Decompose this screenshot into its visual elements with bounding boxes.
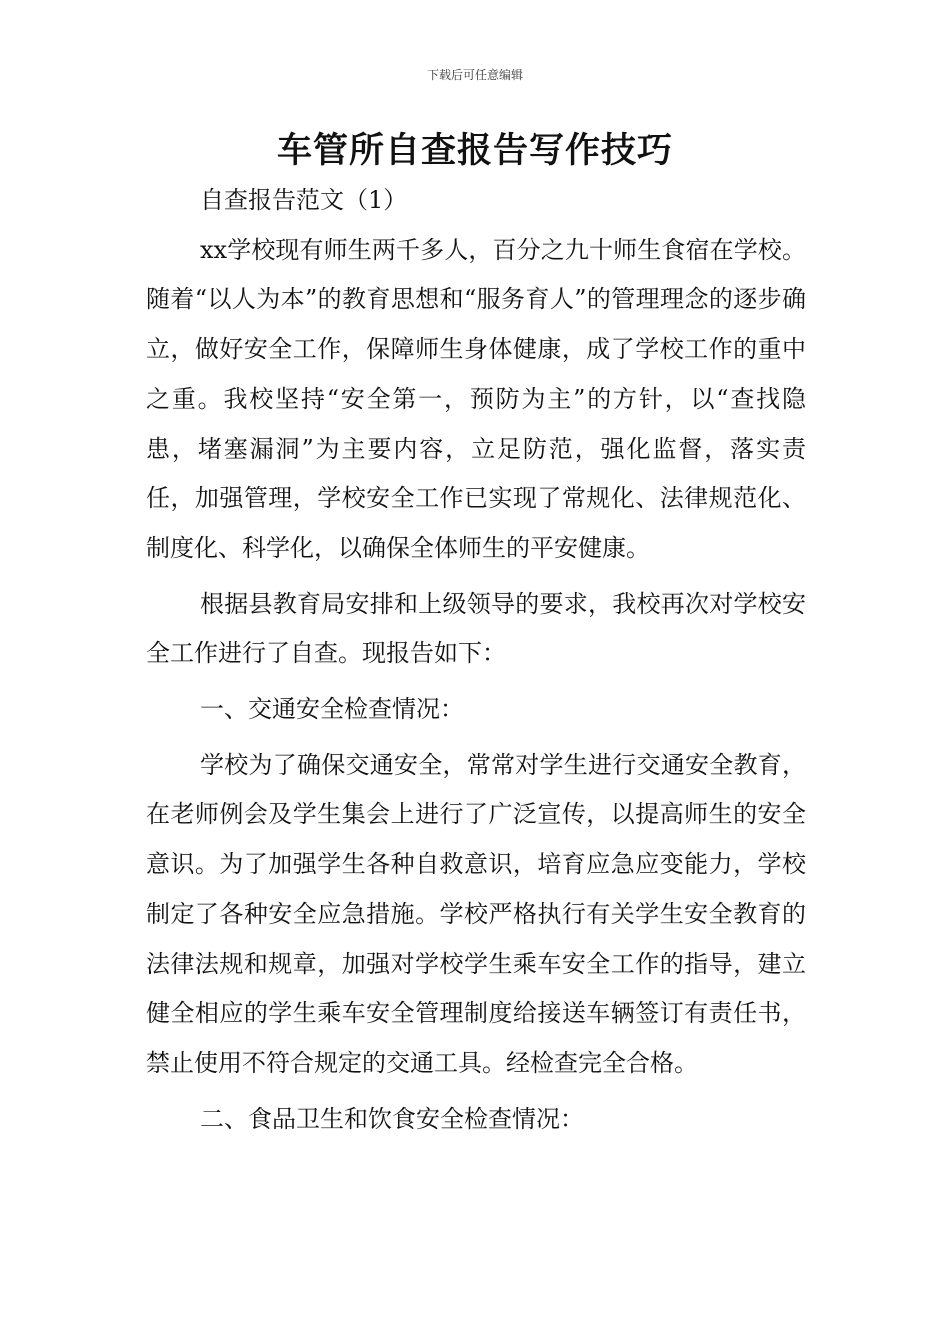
document-title: 车管所自查报告写作技巧 <box>276 131 673 171</box>
section-heading-food: 二、食品卫生和饮食安全检查情况： <box>200 1104 584 1133</box>
document-body <box>146 176 806 1144</box>
section-heading-traffic: 一、交通安全检查情况： <box>200 695 464 724</box>
paragraph-arrangement: 根据县教育局安排和上级领导的要求，我校再次对学校安全工作进行了自查。现报告如下： <box>146 589 806 668</box>
page-header-note: 下载后可任意编辑 <box>426 68 523 82</box>
paragraph-traffic: 学校为了确保交通安全，常常对学生进行交通安全教育，在老师例会及学生集会上进行了广泛宣传，以提高师生的安全意识。为了加强学生各种自救意识，培育应急应变能力，学校制定了各种安全应急措施。学校严格执行有关学生安全教育的法律法规和规章，加强对学校学生乘车安全工作的指导，建立健全相应的学生乘车安全管理制度给接送车辆签订有责任书，禁止使用不符合规定的交通工具。经检查完全合格。 <box>146 750 806 1077</box>
paragraph-intro: xx学校现有师生两千多人，百分之九十师生食宿在学校。随着“以人为本”的教育思想和“服务育人”的管理理念的逐步确立，做好安全工作，保障师生身体健康，成了学校工作的重中之重。我校坚持“安全第一，预防为主”的方针，以“查找隐患，堵塞漏洞”为主要内容，立足防范，强化监督，落实责任，加强管理，学校安全工作已实现了常规化、法律规范化、制度化、科学化，以确保全体师生的平安健康。 <box>146 235 806 562</box>
document-subtitle: 自查报告范文（1） <box>200 186 408 214</box>
